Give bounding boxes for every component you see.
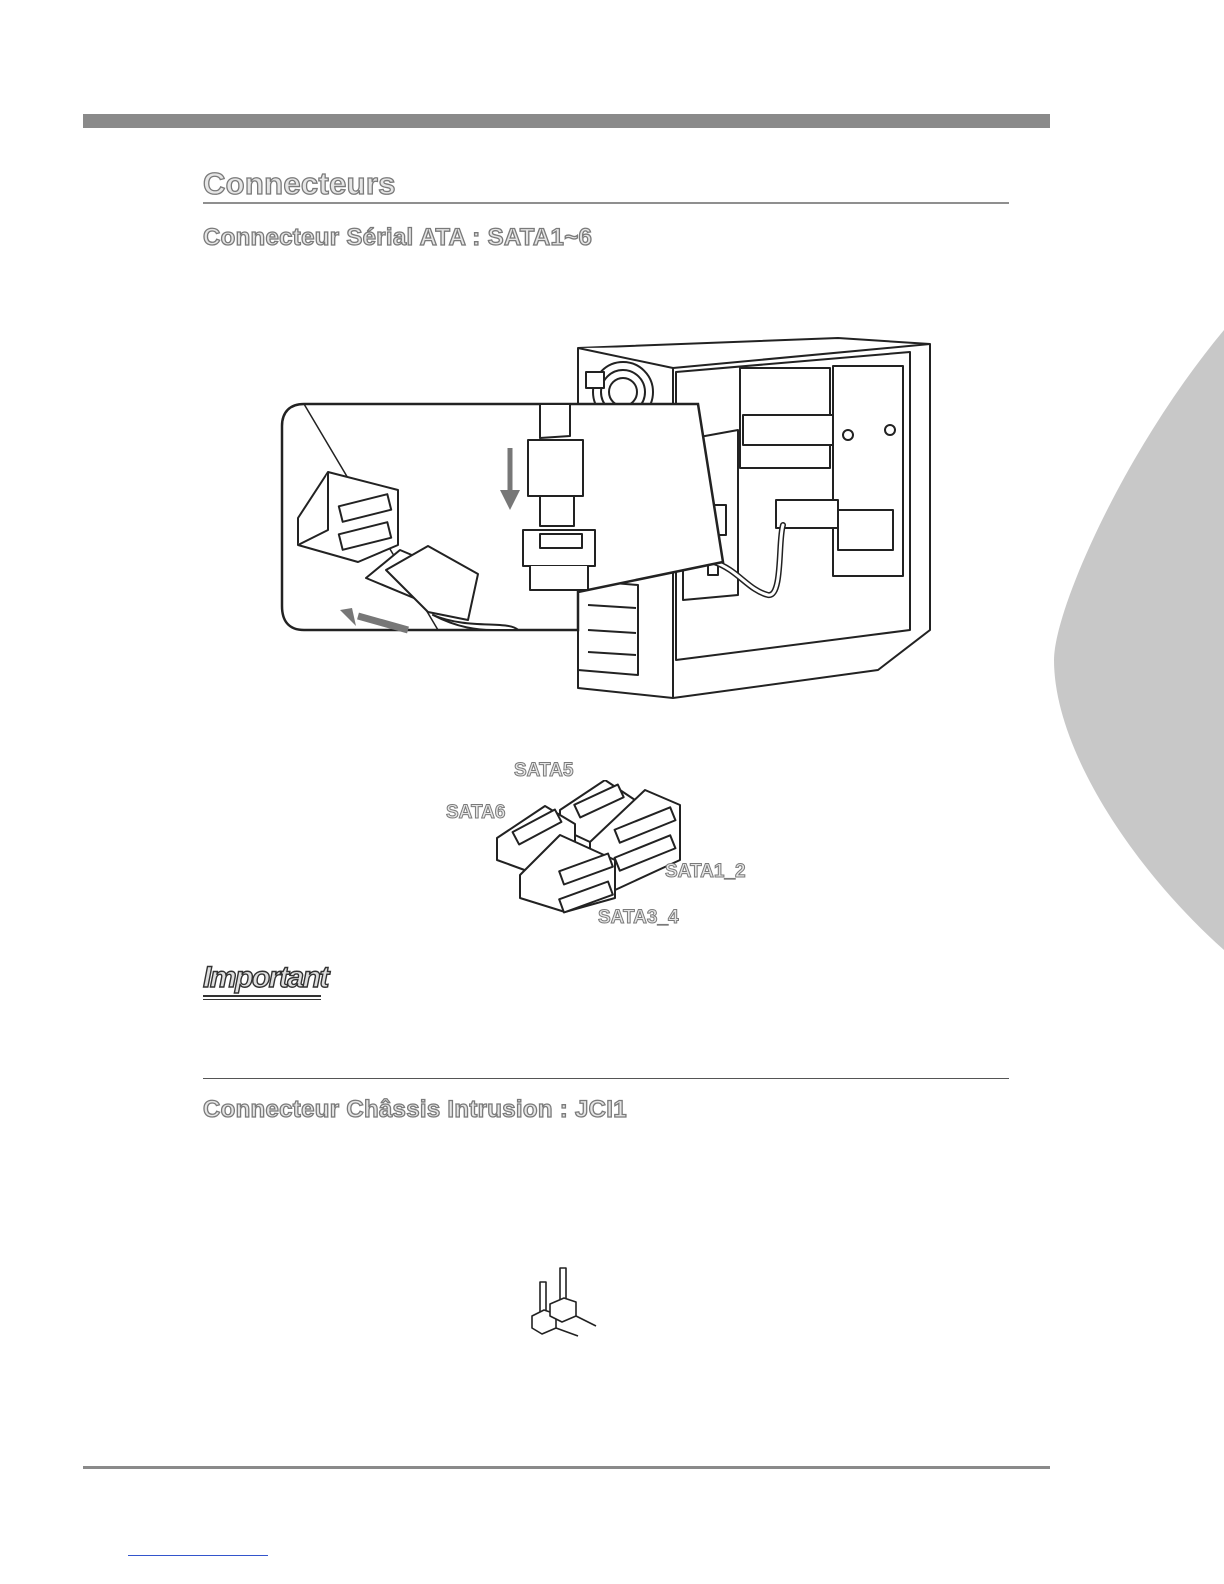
footer-link-underline [128,1555,268,1556]
sata-installation-illustration [278,330,948,700]
sata-heading: Connecteur Sérial ATA : SATA1~6 [203,224,593,251]
important-underline [203,995,321,997]
sata5-label: SATA5 [514,760,574,781]
sata3-4-label: SATA3_4 [598,907,679,928]
sata6-label: SATA6 [446,802,506,823]
sata1-2-label: SATA1_2 [665,861,746,882]
title-rule [203,202,1009,204]
section-divider [203,1078,1009,1079]
chapter-side-tab [1054,330,1224,950]
important-underline-2 [203,999,321,1000]
jci1-pin-header-illustration [528,1266,598,1338]
header-bar [83,114,1050,128]
important-label: Important [203,961,328,994]
page-title: Connecteurs [203,166,396,201]
jci-heading: Connecteur Châssis Intrusion : JCI1 [203,1096,627,1123]
footer-rule [83,1466,1050,1469]
sata-connector-diagram [495,780,685,915]
